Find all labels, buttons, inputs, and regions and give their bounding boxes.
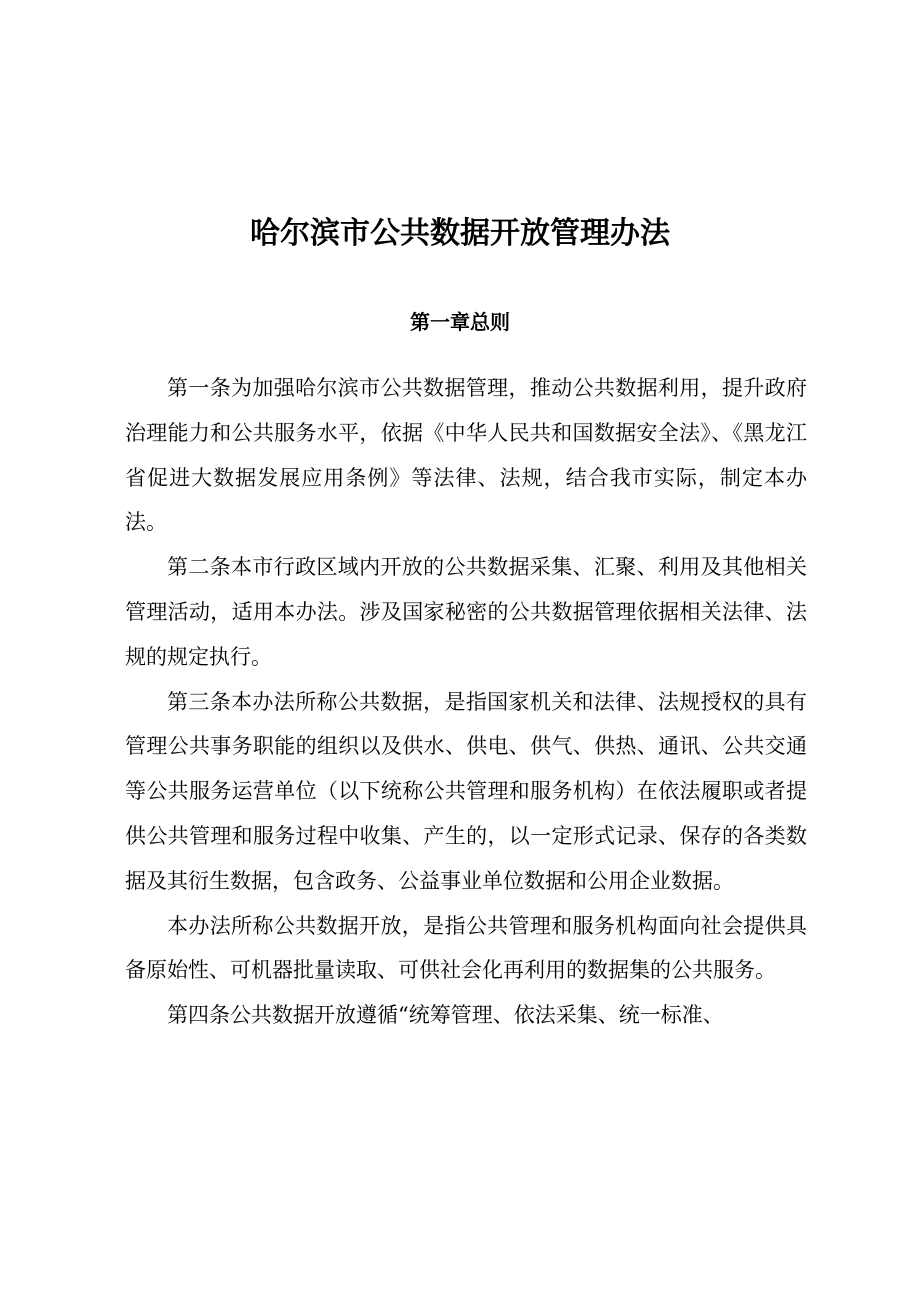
document-title: 哈尔滨市公共数据开放管理办法 <box>250 216 670 251</box>
article-3-continuation-paragraph: 本办法所称公共数据开放，是指公共管理和服务机构面向社会提供具备原始性、可机器批量读取、可供社会化再利用的数据集的公共服务。 <box>125 913 807 983</box>
article-3-paragraph: 第三条本办法所称公共数据，是指国家机关和法律、法规授权的具有管理公共事务职能的组织以及供水、供电、供气、供热、通讯、公共交通等公共服务运营单位（以下统称公共管理和服务机构）在依法履职或者提供公共管理和服务过程中收集、产生的，以一定形式记录、保存的各类数据及其衍生数据，包含政务、公益事业单位数据和公用企业数据。 <box>125 689 807 893</box>
article-4-paragraph: 第四条公共数据开放遵循“统筹管理、依法采集、统一标准、 <box>167 1003 724 1028</box>
document-body <box>125 366 807 1038</box>
article-2-paragraph: 第二条本市行政区域内开放的公共数据采集、汇聚、利用及其他相关管理活动，适用本办法。涉及国家秘密的公共数据管理依据相关法律、法规的规定执行。 <box>125 555 807 669</box>
chapter-heading: 第一章总则 <box>410 310 510 334</box>
article-1-paragraph: 第一条为加强哈尔滨市公共数据管理，推动公共数据利用，提升政府治理能力和公共服务水平，依据《中华人民共和国数据安全法》、《黑龙江省促进大数据发展应用条例》等法律、法规，结合我市实际，制定本办法。 <box>125 376 807 535</box>
